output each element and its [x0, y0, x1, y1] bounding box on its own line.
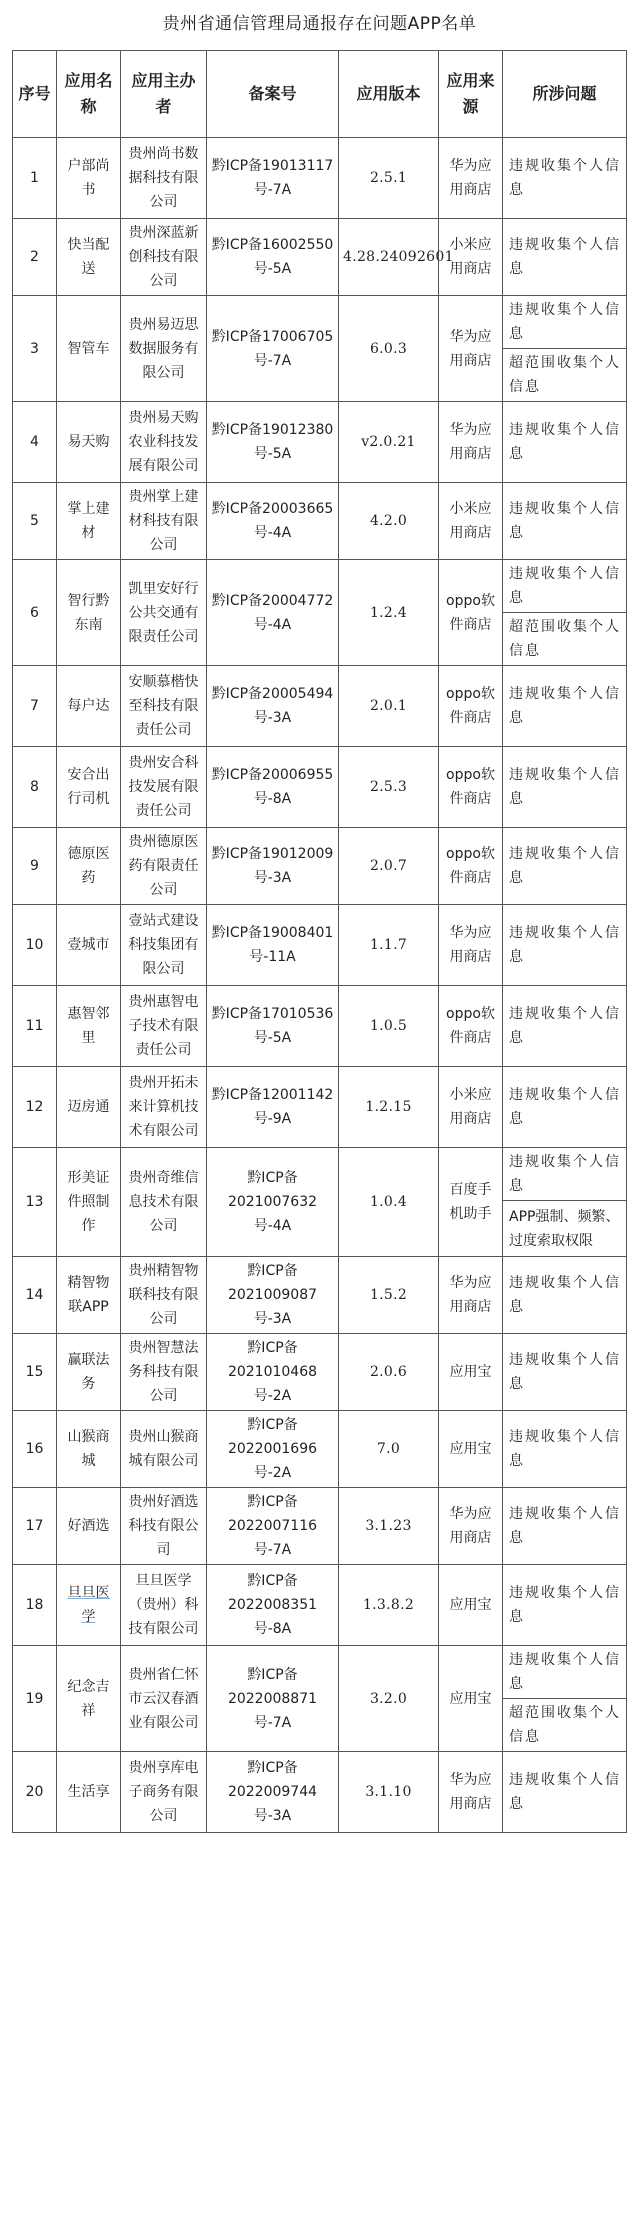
cell-record-number: 黔ICP备19012009号-3A: [207, 828, 339, 905]
cell-issue: 违规收集个人信息: [503, 1488, 627, 1565]
cell-version: 2.5.3: [339, 747, 439, 828]
cell-record-number: 黔ICP备2021007632号-4A: [207, 1148, 339, 1257]
table-row: [13, 138, 627, 219]
cell-version: 2.0.1: [339, 666, 439, 747]
cell-source: 小米应用商店: [439, 219, 503, 296]
cell-owner: 贵州精智物联科技有限公司: [121, 1257, 207, 1334]
cell-owner: 贵州智慧法务科技有限公司: [121, 1334, 207, 1411]
cell-source: 华为应用商店: [439, 905, 503, 986]
cell-index: 12: [13, 1067, 57, 1148]
cell-issue: 超范围收集个人信息: [503, 613, 627, 666]
cell-source: 小米应用商店: [439, 483, 503, 560]
table-row: [13, 402, 627, 483]
cell-app-name: 智管车: [57, 296, 121, 402]
cell-record-number: 黔ICP备20006955号-8A: [207, 747, 339, 828]
cell-issue: 违规收集个人信息: [503, 1646, 627, 1699]
cell-version: v2.0.21: [339, 402, 439, 483]
cell-source: 华为应用商店: [439, 1752, 503, 1833]
cell-index: 15: [13, 1334, 57, 1411]
cell-version: 1.3.8.2: [339, 1565, 439, 1646]
cell-version: 1.5.2: [339, 1257, 439, 1334]
cell-index: 10: [13, 905, 57, 986]
cell-version: 4.2.0: [339, 483, 439, 560]
table-row: [13, 483, 627, 560]
table-row: [13, 1067, 627, 1148]
table-row: [13, 1411, 627, 1488]
cell-issue: 违规收集个人信息: [503, 747, 627, 828]
cell-version: 7.0: [339, 1411, 439, 1488]
cell-app-name: 惠智邻里: [57, 986, 121, 1067]
cell-source: oppo软件商店: [439, 560, 503, 666]
table-row: [13, 1334, 627, 1411]
cell-issue: 违规收集个人信息: [503, 1334, 627, 1411]
cell-index: 6: [13, 560, 57, 666]
cell-record-number: 黔ICP备2022008351号-8A: [207, 1565, 339, 1646]
cell-app-name: 每户达: [57, 666, 121, 747]
cell-record-number: 黔ICP备20003665号-4A: [207, 483, 339, 560]
cell-issue: 违规收集个人信息: [503, 219, 627, 296]
cell-app-name: 精智物联APP: [57, 1257, 121, 1334]
cell-source: oppo软件商店: [439, 828, 503, 905]
table-row: [13, 905, 627, 986]
cell-version: 1.1.7: [339, 905, 439, 986]
cell-owner: 贵州惠智电子技术有限责任公司: [121, 986, 207, 1067]
cell-record-number: 黔ICP备16002550号-5A: [207, 219, 339, 296]
cell-owner: 贵州易迈思数据服务有限公司: [121, 296, 207, 402]
cell-issue: 违规收集个人信息: [503, 1067, 627, 1148]
cell-owner: 凯里安好行公共交通有限责任公司: [121, 560, 207, 666]
cell-app-name: 快当配送: [57, 219, 121, 296]
cell-issue: 违规收集个人信息: [503, 905, 627, 986]
cell-app-name: 好酒选: [57, 1488, 121, 1565]
table-body: [13, 138, 627, 1833]
table-row: [13, 1565, 627, 1646]
cell-issue: 违规收集个人信息: [503, 296, 627, 349]
table-row: [13, 1646, 627, 1699]
cell-owner: 安顺慕楷快至科技有限责任公司: [121, 666, 207, 747]
cell-index: 20: [13, 1752, 57, 1833]
table-row: [13, 219, 627, 296]
cell-source: oppo软件商店: [439, 666, 503, 747]
cell-app-name: 易天购: [57, 402, 121, 483]
cell-app-name: 迈房通: [57, 1067, 121, 1148]
cell-owner: 贵州尚书数据科技有限公司: [121, 138, 207, 219]
cell-source: 华为应用商店: [439, 402, 503, 483]
cell-issue: 违规收集个人信息: [503, 666, 627, 747]
cell-record-number: 黔ICP备2021009087号-3A: [207, 1257, 339, 1334]
header-version: 应用版本: [339, 51, 439, 138]
cell-owner: 贵州安合科技发展有限责任公司: [121, 747, 207, 828]
cell-source: 华为应用商店: [439, 138, 503, 219]
cell-index: 9: [13, 828, 57, 905]
cell-issue: 违规收集个人信息: [503, 828, 627, 905]
cell-source: 应用宝: [439, 1565, 503, 1646]
cell-app-name: 形美证件照制作: [57, 1148, 121, 1257]
cell-issue: 违规收集个人信息: [503, 483, 627, 560]
cell-issue: 违规收集个人信息: [503, 986, 627, 1067]
cell-issue: 违规收集个人信息: [503, 1411, 627, 1488]
cell-source: 华为应用商店: [439, 1488, 503, 1565]
cell-record-number: 黔ICP备2021010468号-2A: [207, 1334, 339, 1411]
cell-app-name: 户部尚书: [57, 138, 121, 219]
cell-index: 4: [13, 402, 57, 483]
cell-issue: 违规收集个人信息: [503, 1148, 627, 1201]
cell-version: 1.2.15: [339, 1067, 439, 1148]
table-row: [13, 828, 627, 905]
cell-index: 14: [13, 1257, 57, 1334]
cell-owner: 贵州深蓝新创科技有限公司: [121, 219, 207, 296]
cell-version: 3.2.0: [339, 1646, 439, 1752]
cell-issue: 超范围收集个人信息: [503, 1699, 627, 1752]
cell-app-name: 德原医药: [57, 828, 121, 905]
cell-index: 1: [13, 138, 57, 219]
cell-record-number: 黔ICP备12001142号-9A: [207, 1067, 339, 1148]
cell-index: 3: [13, 296, 57, 402]
cell-record-number: 黔ICP备2022008871号-7A: [207, 1646, 339, 1752]
table-row: [13, 1148, 627, 1201]
page-title: 贵州省通信管理局通报存在问题APP名单: [162, 14, 477, 34]
cell-record-number: 黔ICP备19012380号-5A: [207, 402, 339, 483]
cell-owner: 贵州奇维信息技术有限公司: [121, 1148, 207, 1257]
header-issues: 所涉问题: [503, 51, 627, 138]
cell-source: 百度手机助手: [439, 1148, 503, 1257]
cell-record-number: 黔ICP备2022007116号-7A: [207, 1488, 339, 1565]
table-row: [13, 986, 627, 1067]
cell-index: 13: [13, 1148, 57, 1257]
cell-source: oppo软件商店: [439, 986, 503, 1067]
cell-index: 11: [13, 986, 57, 1067]
table-row: [13, 747, 627, 828]
cell-app-name: 山猴商城: [57, 1411, 121, 1488]
cell-owner: 旦旦医学（贵州）科技有限公司: [121, 1565, 207, 1646]
cell-owner: 贵州享库电子商务有限公司: [121, 1752, 207, 1833]
table-row: [13, 560, 627, 613]
cell-owner: 贵州易天购农业科技发展有限公司: [121, 402, 207, 483]
cell-issue: 违规收集个人信息: [503, 402, 627, 483]
cell-index: 8: [13, 747, 57, 828]
cell-owner: 贵州山猴商城有限公司: [121, 1411, 207, 1488]
cell-owner: 壹站式建设科技集团有限公司: [121, 905, 207, 986]
cell-owner: 贵州省仁怀市云汉春酒业有限公司: [121, 1646, 207, 1752]
cell-app-name: 赢联法务: [57, 1334, 121, 1411]
cell-record-number: 黔ICP备20004772号-4A: [207, 560, 339, 666]
cell-version: 1.0.5: [339, 986, 439, 1067]
cell-version: 1.0.4: [339, 1148, 439, 1257]
cell-owner: 贵州开拓未来计算机技术有限公司: [121, 1067, 207, 1148]
cell-source: 应用宝: [439, 1646, 503, 1752]
cell-index: 17: [13, 1488, 57, 1565]
cell-version: 2.5.1: [339, 138, 439, 219]
cell-index: 16: [13, 1411, 57, 1488]
cell-source: 应用宝: [439, 1334, 503, 1411]
cell-index: 2: [13, 219, 57, 296]
cell-owner: 贵州掌上建材科技有限公司: [121, 483, 207, 560]
table-row: [13, 1257, 627, 1334]
cell-app-name: 壹城市: [57, 905, 121, 986]
cell-issue: 违规收集个人信息: [503, 560, 627, 613]
cell-version: 3.1.10: [339, 1752, 439, 1833]
cell-app-name: 生活享: [57, 1752, 121, 1833]
table-header-row: [13, 51, 627, 138]
cell-version: 2.0.6: [339, 1334, 439, 1411]
header-app-name: 应用名称: [57, 51, 121, 138]
cell-source: 应用宝: [439, 1411, 503, 1488]
cell-owner: 贵州德原医药有限责任公司: [121, 828, 207, 905]
cell-index: 19: [13, 1646, 57, 1752]
cell-app-name: 纪念吉祥: [57, 1646, 121, 1752]
header-index: 序号: [13, 51, 57, 138]
cell-issue: 违规收集个人信息: [503, 1257, 627, 1334]
cell-source: 华为应用商店: [439, 1257, 503, 1334]
cell-app-name: 安合出行司机: [57, 747, 121, 828]
cell-issue: APP强制、频繁、过度索取权限: [503, 1201, 627, 1257]
cell-index: 7: [13, 666, 57, 747]
cell-source: oppo软件商店: [439, 747, 503, 828]
cell-record-number: 黔ICP备2022009744号-3A: [207, 1752, 339, 1833]
cell-app-name: 掌上建材: [57, 483, 121, 560]
header-record-number: 备案号: [207, 51, 339, 138]
table-row: [13, 666, 627, 747]
cell-issue: 违规收集个人信息: [503, 1565, 627, 1646]
cell-owner: 贵州好酒选科技有限公司: [121, 1488, 207, 1565]
cell-app-name: 智行黔东南: [57, 560, 121, 666]
cell-version: 4.28.24092601: [339, 219, 439, 296]
cell-issue: 超范围收集个人信息: [503, 349, 627, 402]
table-row: [13, 1752, 627, 1833]
table-row: [13, 1488, 627, 1565]
cell-version: 2.0.7: [339, 828, 439, 905]
cell-record-number: 黔ICP备17010536号-5A: [207, 986, 339, 1067]
header-owner: 应用主办者: [121, 51, 207, 138]
header-source: 应用来源: [439, 51, 503, 138]
cell-record-number: 黔ICP备20005494号-3A: [207, 666, 339, 747]
cell-record-number: 黔ICP备2022001696号-2A: [207, 1411, 339, 1488]
cell-issue: 违规收集个人信息: [503, 1752, 627, 1833]
cell-version: 3.1.23: [339, 1488, 439, 1565]
cell-app-name: 旦旦医学: [57, 1565, 121, 1646]
cell-index: 5: [13, 483, 57, 560]
cell-source: 华为应用商店: [439, 296, 503, 402]
cell-record-number: 黔ICP备17006705号-7A: [207, 296, 339, 402]
cell-source: 小米应用商店: [439, 1067, 503, 1148]
cell-index: 18: [13, 1565, 57, 1646]
cell-issue: 违规收集个人信息: [503, 138, 627, 219]
table-row: [13, 296, 627, 349]
cell-version: 6.0.3: [339, 296, 439, 402]
cell-record-number: 黔ICP备19008401号-11A: [207, 905, 339, 986]
cell-record-number: 黔ICP备19013117号-7A: [207, 138, 339, 219]
cell-version: 1.2.4: [339, 560, 439, 666]
app-report-table: [12, 50, 627, 1833]
